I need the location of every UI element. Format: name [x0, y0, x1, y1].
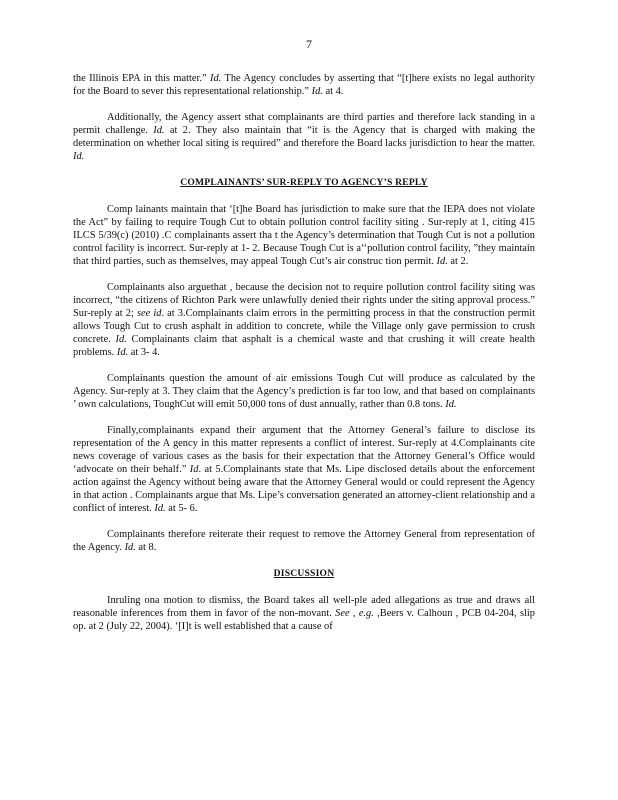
text-run: Complainants therefore reiterate their request to remove the Attorney General from representation of the Agency. [73, 529, 535, 553]
page-number: 7 [306, 37, 312, 51]
citation: Id. [115, 334, 127, 345]
text-run: Finally,complainants expand their argument that the Attorney General’s failure to disclose its representation of the A gency in this matter represents a conflict of interest. Sur-reply at 4.Complainants cite news coverage of various cases as the basis for their expectation that the Attorney General’s Office would ‘advocate on their behalf.” [73, 425, 535, 475]
paragraph [73, 111, 535, 163]
citation: Id. [116, 347, 129, 358]
citation: see id [136, 308, 162, 319]
text-run: at 2. [447, 256, 469, 267]
text-run: at 5- 6. [165, 503, 198, 514]
citation: Id. [445, 399, 457, 410]
text-run: at 8. [135, 542, 157, 553]
citation: Id. [311, 86, 323, 97]
citation: Id [189, 464, 199, 475]
text-run: Inruling ona motion to dismiss, the Board takes all well-ple aded allegations as true and draws all reasonable inferences from them in favor of the non-movant. [73, 595, 535, 619]
citation: Id. [154, 503, 166, 514]
text-run: Complainants also arguethat , because the decision not to require pollution control facility siting was incorrect, “the citizens of Richton Park were unlawfully denied their rights under the siting approval process.” Sur-reply at 2; [73, 282, 535, 319]
citation: Id. [73, 151, 85, 162]
citation: Id. [209, 73, 222, 84]
text-run: the Illinois EPA in this matter.” [73, 73, 210, 84]
text-run: . at 5.Complainants state that Ms. Lipe disclosed details about the enforcement action against the Agency without being aware that the Attorney General would or could represent the Agency in that action . Complainants argue that Ms. Lipe’s conversation generated an attorney-client relationship and a conflict of interest. [73, 464, 535, 514]
citation: Id. [153, 125, 165, 136]
text-run: at 2. They also maintain that “it is the Agency that is charged with making the determination on whether local siting is required” and therefore the Board lacks jurisdiction to hear the matter. [73, 125, 535, 149]
text-run: Complainants question the amount of air emissions Tough Cut will produce as calculated by the Agency. Sur-reply at 3. They claim that the Agency’s prediction is far too low, and that based on complainants ’ own calculations, ToughCut will emit 50,000 tons of dust annually, rather than 0.8 tons. [73, 373, 535, 410]
document-body [73, 72, 535, 646]
text-run: Additionally, the Agency assert sthat complainants are third parties and therefore lack standing in a permit challenge. [73, 112, 535, 136]
citation: Id. [124, 542, 136, 553]
text-run: at 4. [322, 86, 344, 97]
text-run: The Agency concludes by asserting that “[t]here exists no legal authority for the Board to sever this representational relationship.” [73, 73, 535, 97]
text-run: at 3- 4. [128, 347, 160, 358]
paragraph [73, 594, 535, 633]
paragraph [73, 281, 535, 359]
text-run: Complainants claim that asphalt is a chemical waste and that crushing it will create health problems. [73, 334, 535, 358]
text-run: . at 3.Complainants claim errors in the permitting process in that the construction permit allows Tough Cut to crush asphalt in addition to concrete, while the Village only gave permission to crush concrete. [73, 308, 535, 345]
text-run: Comp lainants maintain that ‘[t]he Board has jurisdiction to make sure that the IEPA does not violate the Act” by failing to require Tough Cut to obtain pollution control facility siting . Sur-reply at 1, citing 415 ILCS 5/39(c) (2010) .C complainants assert tha t the Agency’s determination that Tough Cut is not a pollution control facility is incorrect. Sur-reply at 1- 2. Because Tough Cut is a‘‘pollution control facility, ”they maintain that third parties, such as themselves, may appeal Tough Cut’s air construc tion permit. [73, 204, 535, 267]
text-run: ,Beers v. Calhoun , PCB 04-204, slip op. at 2 (July 22, 2004). ‘[I]t is well established that a cause of [73, 608, 535, 632]
citation: Id. [436, 256, 448, 267]
paragraph [73, 72, 535, 98]
citation: See , e.g. [335, 608, 374, 619]
paragraph [73, 372, 535, 411]
section-heading: COMPLAINANTS’ SUR-REPLY TO AGENCY’S REPLY [180, 177, 428, 188]
paragraph [73, 424, 535, 515]
section-heading: DISCUSSION [273, 568, 335, 579]
paragraph [73, 528, 535, 554]
paragraph [73, 203, 535, 268]
